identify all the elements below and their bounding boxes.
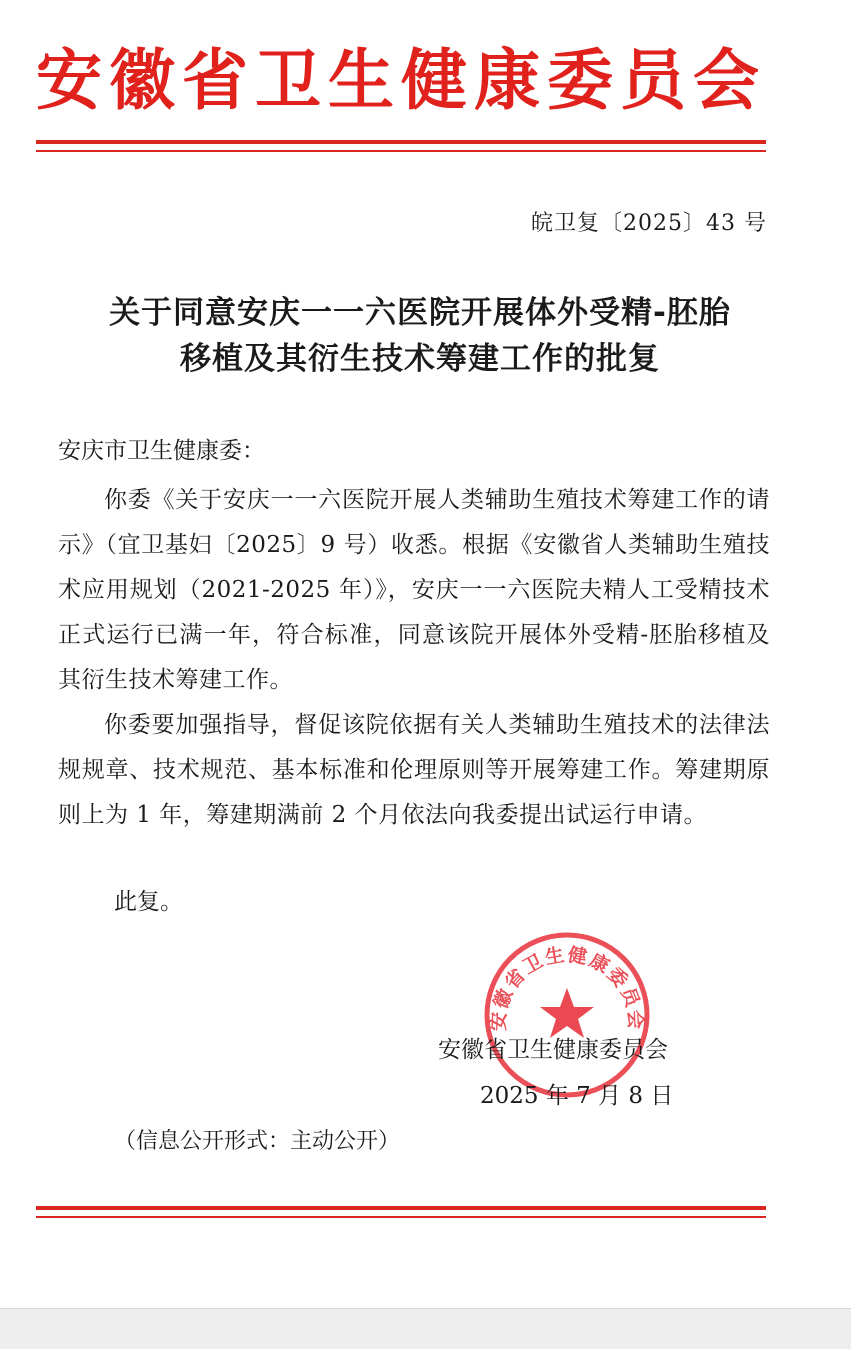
footer-rule-thin bbox=[36, 1216, 766, 1218]
letterhead-org-name: 安徽省卫生健康委员会 bbox=[36, 42, 766, 119]
document-number: 皖卫复〔2025〕43 号 bbox=[531, 211, 767, 236]
seal-star-icon bbox=[540, 988, 594, 1038]
document-title-line-2: 移植及其衍生技术筹建工作的批复 bbox=[180, 341, 660, 377]
letterhead-rule-thin bbox=[36, 150, 766, 152]
seal-text: 安徽省卫生健康委员会 bbox=[487, 943, 647, 1032]
disclosure-type: （信息公开形式：主动公开） bbox=[114, 1129, 401, 1154]
document-title bbox=[40, 290, 800, 382]
closing-remark: 此复。 bbox=[114, 889, 183, 915]
signer-org: 安徽省卫生健康委员会 bbox=[438, 1037, 668, 1063]
official-seal-stamp bbox=[482, 930, 652, 1100]
document-body bbox=[58, 478, 770, 838]
body-paragraph-1: 你委《关于安庆一一六医院开展人类辅助生殖技术筹建工作的请示》（宜卫基妇〔2025〕9 号）收悉。根据《安徽省人类辅助生殖技术应用规划（2021-2025 年）》，安庆一一六医院夫精人工受精技术正式运行已满一年，符合标准，同意该院开展体外受精-胚胎移植及其衍生技术筹建工作。 bbox=[58, 487, 770, 693]
letterhead-rule-thick bbox=[36, 140, 766, 144]
document-title-line-1: 关于同意安庆一一六医院开展体外受精-胚胎 bbox=[109, 295, 731, 331]
recipient: 安庆市卫生健康委： bbox=[58, 438, 265, 464]
viewer-bottom-bar bbox=[0, 1308, 851, 1349]
body-paragraph-2: 你委要加强指导，督促该院依据有关人类辅助生殖技术的法律法规规章、技术规范、基本标准和伦理原则等开展筹建工作。筹建期原则上为 1 年，筹建期满前 2 个月依法向我委提出试运行申请。 bbox=[58, 712, 770, 828]
issue-date: 2025 年 7 月 8 日 bbox=[480, 1083, 674, 1109]
footer-rule-thick bbox=[36, 1206, 766, 1210]
